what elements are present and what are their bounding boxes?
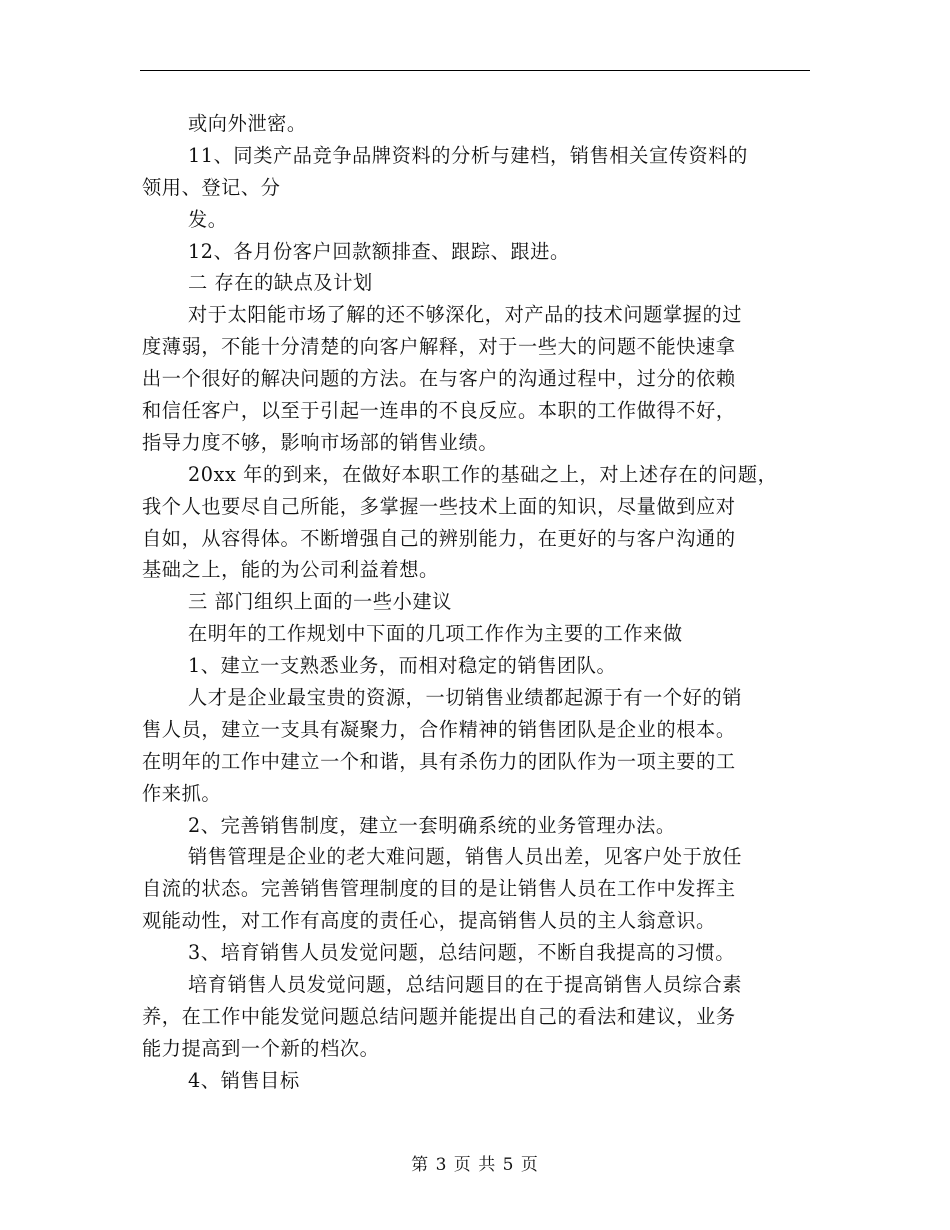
text-line: 自流的状态。完善销售管理制度的目的是让销售人员在工作中发挥主 bbox=[142, 877, 736, 901]
text-line: 培育销售人员发觉问题，总结问题目的在于提高销售人员综合素 bbox=[188, 973, 743, 997]
text-line: 发。 bbox=[188, 207, 228, 231]
text-line: 度薄弱，不能十分清楚的向客户解释，对于一些大的问题不能快速拿 bbox=[142, 335, 736, 359]
text-line: 领用、登记、分 bbox=[142, 175, 281, 199]
text-line: 在明年的工作规划中下面的几项工作作为主要的工作来做 bbox=[188, 622, 683, 646]
text-line: 或向外泄密。 bbox=[188, 112, 307, 135]
text-line: 和信任客户，以至于引起一连串的不良反应。本职的工作做得不好， bbox=[142, 399, 736, 423]
text-line: 观能动性，对工作有高度的责任心，提高销售人员的主人翁意识。 bbox=[142, 909, 716, 933]
list-item: 1、建立一支熟悉业务，而相对稳定的销售团队。 bbox=[188, 654, 617, 678]
text-line: 自如，从容得体。不断增强自己的辨别能力，在更好的与客户沟通的 bbox=[142, 526, 736, 550]
header-rule bbox=[140, 70, 810, 71]
list-item: 4、销售目标 bbox=[188, 1068, 300, 1092]
text-line: 养，在工作中能发觉问题总结问题并能提出自己的看法和建议，业务 bbox=[142, 1004, 736, 1028]
list-item: 3、培育销售人员发觉问题，总结问题，不断自我提高的习惯。 bbox=[188, 941, 736, 965]
text-line: 售人员，建立一支具有凝聚力，合作精神的销售团队是企业的根本。 bbox=[142, 717, 736, 741]
section-heading: 三 部门组织上面的一些小建议 bbox=[188, 590, 452, 614]
list-item: 2、完善销售制度，建立一套明确系统的业务管理办法。 bbox=[188, 813, 676, 837]
text-line: 出一个很好的解决问题的方法。在与客户的沟通过程中，过分的依赖 bbox=[142, 367, 736, 391]
text-line: 在明年的工作中建立一个和谐，具有杀伤力的团队作为一项主要的工 bbox=[142, 749, 736, 773]
document-body bbox=[142, 108, 810, 1097]
text-line: 12、各月份客户回款额排查、跟踪、跟进。 bbox=[188, 239, 570, 263]
text-line: 能力提高到一个新的档次。 bbox=[142, 1036, 380, 1060]
text-line: 人才是企业最宝贵的资源，一切销售业绩都起源于有一个好的销 bbox=[188, 686, 743, 710]
text-line: 作来抓。 bbox=[142, 781, 222, 805]
section-heading: 二 存在的缺点及计划 bbox=[188, 271, 373, 295]
text-line: 基础之上，能的为公司利益着想。 bbox=[142, 558, 439, 582]
text-line: 销售管理是企业的老大难问题，销售人员出差，见客户处于放任 bbox=[188, 845, 743, 869]
text-line: 11、同类产品竞争品牌资料的分析与建档，销售相关宣传资料的 bbox=[188, 143, 748, 167]
text-line: 20xx 年的到来，在做好本职工作的基础之上，对上述存在的问题， bbox=[188, 462, 778, 486]
text-line: 我个人也要尽自己所能，多掌握一些技术上面的知识，尽量做到应对 bbox=[142, 494, 736, 518]
text-line: 对于太阳能市场了解的还不够深化，对产品的技术问题掌握的过 bbox=[188, 303, 743, 327]
text-line: 指导力度不够，影响市场部的销售业绩。 bbox=[142, 430, 499, 454]
page-number-footer: 第 3 页 共 5 页 bbox=[411, 1155, 539, 1175]
